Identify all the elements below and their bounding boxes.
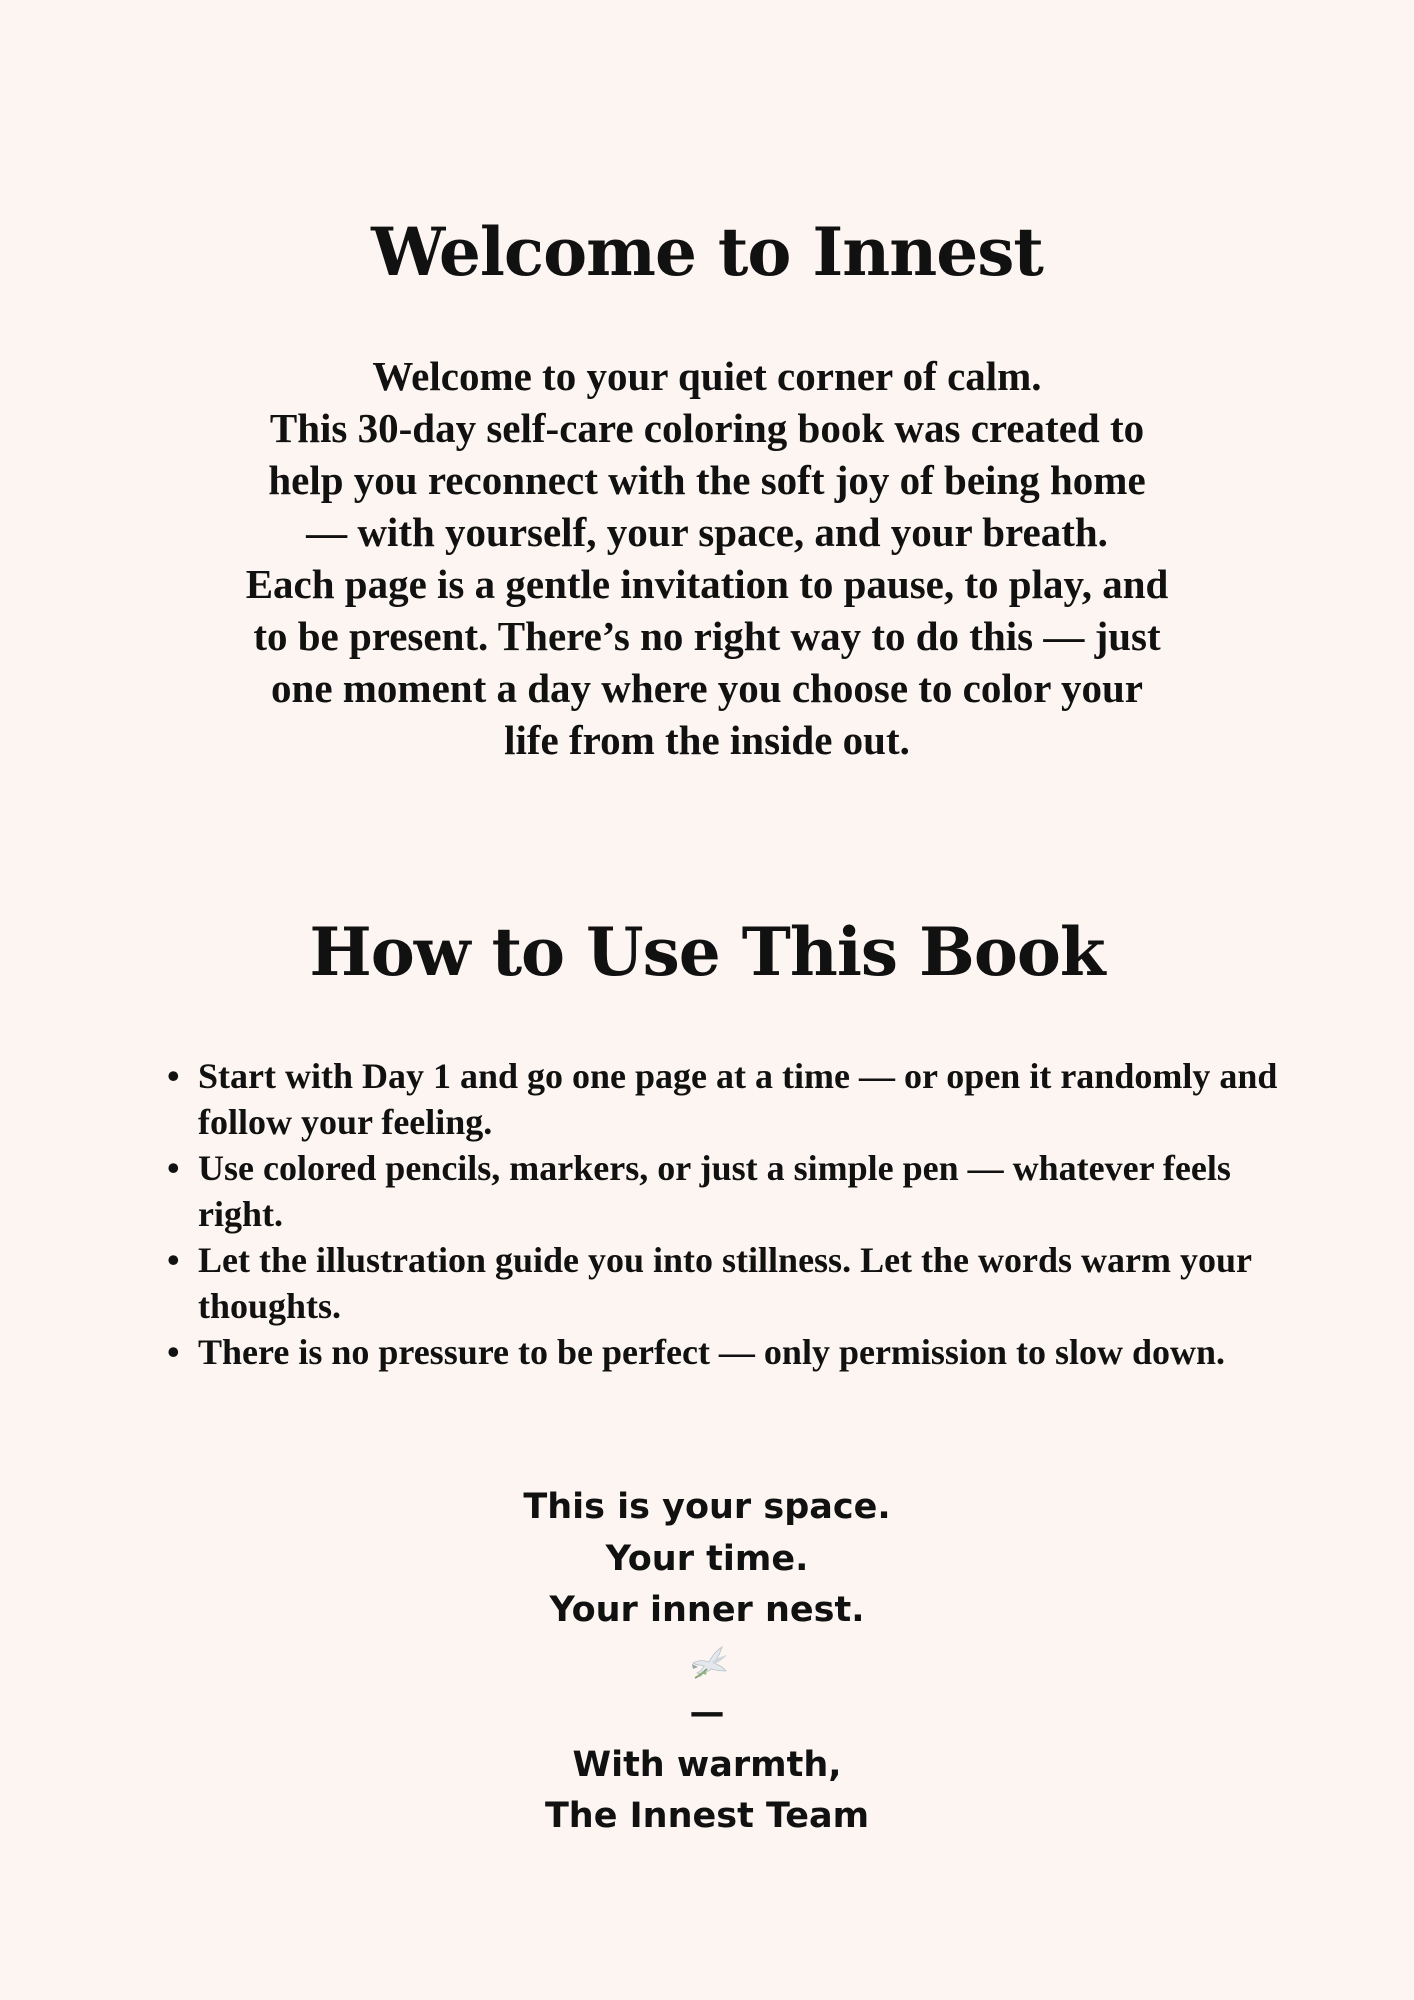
intro-line: help you reconnect with the soft joy of being home xyxy=(268,457,1146,503)
closing-line: This is your space. xyxy=(523,1487,891,1527)
bullet-icon: • xyxy=(167,1332,180,1372)
closing-dash: — xyxy=(689,1693,725,1733)
closing-line: With warmth, xyxy=(572,1744,842,1785)
list-item xyxy=(160,1053,1290,1145)
list-item xyxy=(160,1329,1290,1375)
bullet-icon: • xyxy=(167,1240,180,1280)
list-item-text: Start with Day 1 and go one page at a time — or open it randomly and follow your feeling. xyxy=(198,1056,1278,1142)
list-item xyxy=(160,1237,1290,1329)
welcome-title: Welcome to Innest xyxy=(371,213,1043,291)
intro-line: Each page is a gentle invitation to pause, to play, and xyxy=(245,561,1169,607)
intro-line: one moment a day where you choose to color your xyxy=(271,665,1143,711)
closing-line: Your time. xyxy=(605,1538,809,1579)
list-item xyxy=(160,1145,1290,1237)
bullet-icon: • xyxy=(167,1056,180,1096)
how-to-title: How to Use This Book xyxy=(309,913,1105,991)
welcome-intro xyxy=(157,350,1257,766)
bullet-icon: • xyxy=(167,1148,180,1188)
dove-icon xyxy=(689,1643,729,1679)
intro-line: This 30-day self-care coloring book was created to xyxy=(269,405,1145,451)
list-item-text: Use colored pencils, markers, or just a simple pen — whatever feels right. xyxy=(198,1148,1231,1234)
how-to-list xyxy=(160,1053,1290,1375)
closing-line-with-icon xyxy=(0,1585,1414,1688)
intro-line: — with yourself, your space, and your breath. xyxy=(306,509,1108,555)
intro-line: to be present. There’s no right way to do this — just xyxy=(253,613,1161,659)
closing-line: Your inner nest. xyxy=(549,1590,865,1630)
signature: The Innest Team xyxy=(544,1796,870,1836)
list-item-text: There is no pressure to be perfect — only permission to slow down. xyxy=(198,1332,1226,1372)
intro-line: Welcome to your quiet corner of calm. xyxy=(372,353,1042,399)
intro-line: life from the inside out. xyxy=(504,717,910,763)
list-item-text: Let the illustration guide you into stillness. Let the words warm your thoughts. xyxy=(198,1240,1252,1326)
closing-message xyxy=(0,1482,1414,1843)
